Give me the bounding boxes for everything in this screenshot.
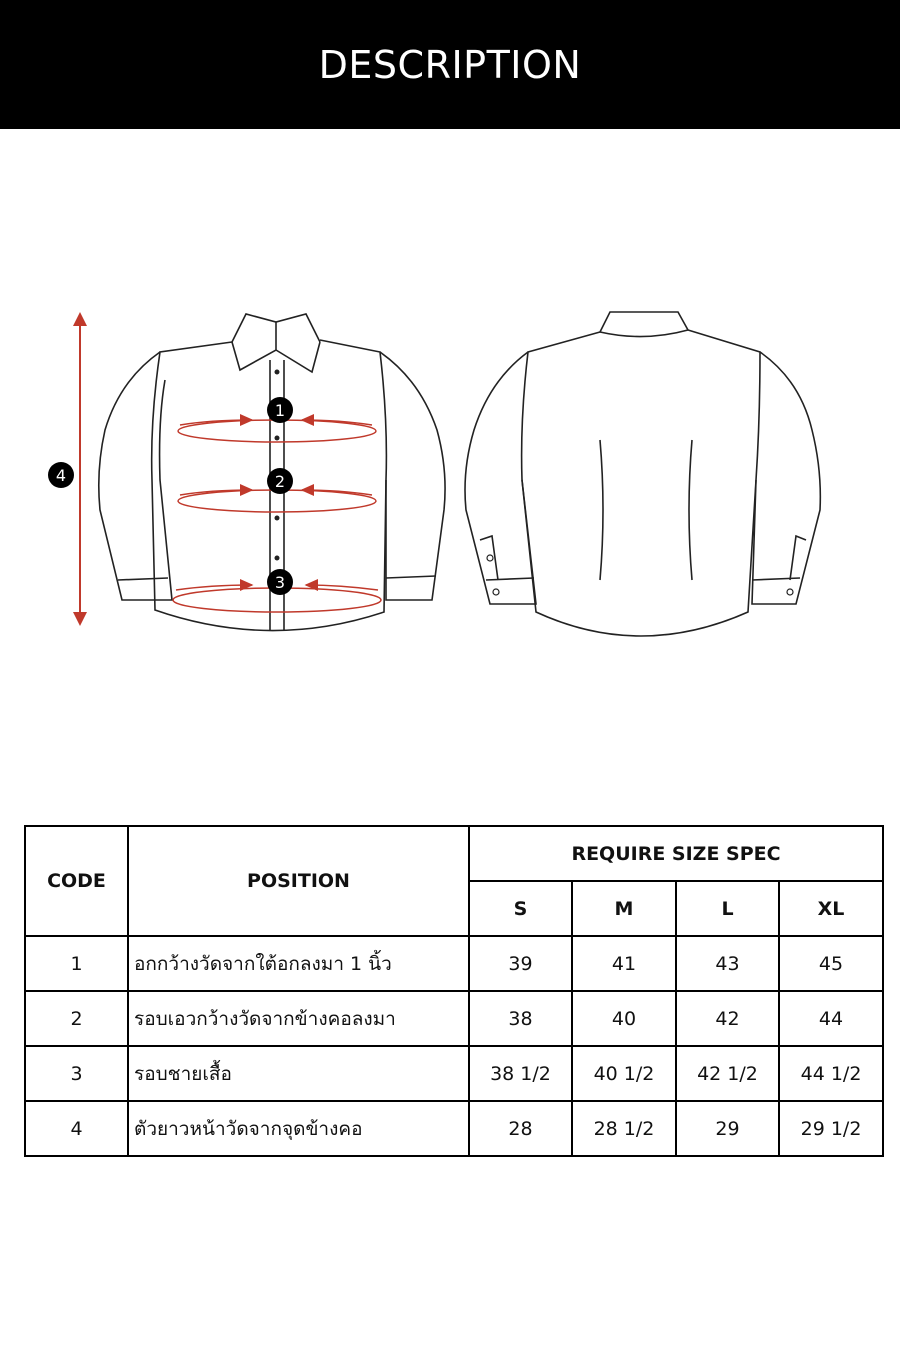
marker-1-icon <box>267 397 293 423</box>
value-cell: 40 1/2 <box>572 1046 676 1101</box>
position-cell: ตัวยาวหน้าวัดจากจุดข้างคอ <box>128 1101 469 1156</box>
svg-text:3: 3 <box>274 573 286 592</box>
shirt-diagram <box>0 290 900 660</box>
table-row <box>25 1101 883 1156</box>
marker-2-icon <box>267 468 293 494</box>
table-row <box>25 936 883 991</box>
size-header-xl: XL <box>779 881 883 936</box>
svg-text:4: 4 <box>55 466 67 485</box>
marker-4-icon <box>48 462 74 488</box>
header-bar <box>0 0 900 129</box>
code-cell: 4 <box>25 1101 128 1156</box>
table-row <box>25 991 883 1046</box>
code-cell: 2 <box>25 991 128 1046</box>
value-cell: 40 <box>572 991 676 1046</box>
value-cell: 41 <box>572 936 676 991</box>
size-header-s: S <box>469 881 572 936</box>
svg-text:1: 1 <box>274 401 286 420</box>
table-row <box>25 1046 883 1101</box>
value-cell: 42 <box>676 991 779 1046</box>
value-cell: 39 <box>469 936 572 991</box>
value-cell: 42 1/2 <box>676 1046 779 1101</box>
position-cell: อกกว้างวัดจากใต้อกลงมา 1 นิ้ว <box>128 936 469 991</box>
value-cell: 28 1/2 <box>572 1101 676 1156</box>
size-header-l: L <box>676 881 779 936</box>
position-cell: รอบชายเสื้อ <box>128 1046 469 1101</box>
value-cell: 44 1/2 <box>779 1046 883 1101</box>
value-cell: 45 <box>779 936 883 991</box>
value-cell: 44 <box>779 991 883 1046</box>
length-arrow-icon <box>73 312 87 626</box>
value-cell: 38 1/2 <box>469 1046 572 1101</box>
position-cell: รอบเอวกว้างวัดจากข้างคอลงมา <box>128 991 469 1046</box>
page-title: DESCRIPTION <box>318 42 582 87</box>
value-cell: 29 <box>676 1101 779 1156</box>
value-cell: 43 <box>676 936 779 991</box>
position-header: POSITION <box>128 826 469 936</box>
svg-text:2: 2 <box>274 472 286 491</box>
value-cell: 28 <box>469 1101 572 1156</box>
size-spec-table <box>24 825 884 1157</box>
measure-arrows <box>176 420 378 590</box>
code-cell: 1 <box>25 936 128 991</box>
size-header-m: M <box>572 881 676 936</box>
value-cell: 38 <box>469 991 572 1046</box>
back-shirt-icon <box>465 312 820 636</box>
size-group-header: REQUIRE SIZE SPEC <box>469 826 883 881</box>
code-cell: 3 <box>25 1046 128 1101</box>
marker-3-icon <box>267 569 293 595</box>
code-header: CODE <box>25 826 128 936</box>
value-cell: 29 1/2 <box>779 1101 883 1156</box>
